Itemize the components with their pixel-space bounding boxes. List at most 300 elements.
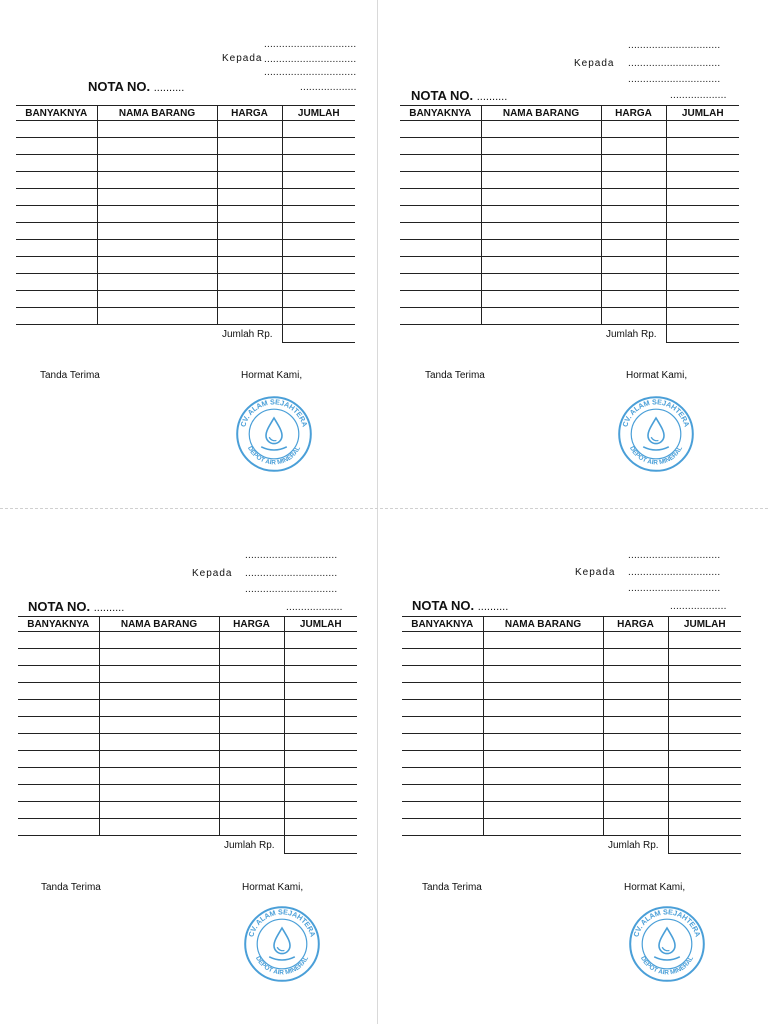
price-cell[interactable] xyxy=(601,155,666,172)
nota-number-dots: .......... xyxy=(477,601,509,613)
qty-cell[interactable] xyxy=(400,206,481,223)
water-drop-icon xyxy=(659,928,675,954)
nota-number xyxy=(28,599,124,614)
table-row xyxy=(402,632,741,649)
price-cell[interactable] xyxy=(603,785,668,802)
vertical-cut-line xyxy=(377,0,378,1024)
item-name-cell[interactable] xyxy=(97,138,217,155)
qty-cell[interactable] xyxy=(402,802,483,819)
amount-cell[interactable] xyxy=(284,751,357,768)
table-row xyxy=(16,189,355,206)
total-label: Jumlah Rp. xyxy=(608,840,659,851)
amount-cell[interactable] xyxy=(666,308,739,325)
item-name-cell[interactable] xyxy=(99,768,219,785)
kepada-label: Kepada xyxy=(574,58,615,69)
recipient-line-1: ............................... xyxy=(264,39,357,50)
amount-cell[interactable] xyxy=(284,734,357,751)
amount-cell[interactable] xyxy=(666,121,739,138)
nota-number-dots: .......... xyxy=(476,91,508,103)
table-row xyxy=(18,802,357,819)
qty-cell[interactable] xyxy=(16,138,97,155)
item-name-cell[interactable] xyxy=(483,751,603,768)
amount-cell[interactable] xyxy=(668,785,741,802)
qty-cell[interactable] xyxy=(400,308,481,325)
price-cell[interactable] xyxy=(217,155,282,172)
table-row xyxy=(400,121,739,138)
qty-cell[interactable] xyxy=(18,768,99,785)
item-name-cell[interactable] xyxy=(483,785,603,802)
price-cell[interactable] xyxy=(219,751,284,768)
recipient-line-1: ............................... xyxy=(245,550,338,561)
item-name-cell[interactable] xyxy=(99,683,219,700)
amount-cell[interactable] xyxy=(666,138,739,155)
item-name-cell[interactable] xyxy=(97,223,217,240)
date-line: ................... xyxy=(300,82,357,93)
item-name-cell[interactable] xyxy=(97,121,217,138)
table-row xyxy=(400,291,739,308)
kepada-label: Kepada xyxy=(575,567,616,578)
amount-cell[interactable] xyxy=(284,700,357,717)
table-row xyxy=(16,257,355,274)
table-row xyxy=(400,189,739,206)
qty-cell[interactable] xyxy=(16,274,97,291)
item-name-cell[interactable] xyxy=(97,274,217,291)
price-cell[interactable] xyxy=(219,802,284,819)
qty-cell[interactable] xyxy=(402,768,483,785)
amount-cell[interactable] xyxy=(668,683,741,700)
table-row xyxy=(16,240,355,257)
item-name-cell[interactable] xyxy=(481,240,601,257)
price-cell[interactable] xyxy=(603,683,668,700)
amount-cell[interactable] xyxy=(284,649,357,666)
item-name-cell[interactable] xyxy=(483,734,603,751)
company-stamp xyxy=(242,904,322,984)
header-banyaknya: BANYAKNYA xyxy=(402,617,483,632)
price-cell[interactable] xyxy=(601,138,666,155)
recipient-line-2: ............................... xyxy=(245,568,338,579)
price-cell[interactable] xyxy=(217,172,282,189)
price-cell[interactable] xyxy=(219,700,284,717)
items-table xyxy=(16,105,355,325)
table-row xyxy=(18,717,357,734)
qty-cell[interactable] xyxy=(18,734,99,751)
stamp-bottom-text: DEPOT AIR MINERAL xyxy=(638,955,695,977)
price-cell[interactable] xyxy=(601,257,666,274)
qty-cell[interactable] xyxy=(400,274,481,291)
nota-number xyxy=(88,79,184,94)
item-name-cell[interactable] xyxy=(99,785,219,802)
item-name-cell[interactable] xyxy=(97,189,217,206)
amount-cell[interactable] xyxy=(282,223,355,240)
amount-cell[interactable] xyxy=(668,802,741,819)
price-cell[interactable] xyxy=(601,172,666,189)
price-cell[interactable] xyxy=(601,240,666,257)
amount-cell[interactable] xyxy=(282,291,355,308)
regards-label: Hormat Kami, xyxy=(241,370,303,381)
table-row xyxy=(400,172,739,189)
amount-cell[interactable] xyxy=(668,700,741,717)
price-cell[interactable] xyxy=(217,138,282,155)
table-row xyxy=(18,632,357,649)
qty-cell[interactable] xyxy=(402,683,483,700)
price-cell[interactable] xyxy=(217,223,282,240)
item-name-cell[interactable] xyxy=(481,189,601,206)
qty-cell[interactable] xyxy=(400,189,481,206)
amount-cell[interactable] xyxy=(282,257,355,274)
qty-cell[interactable] xyxy=(18,632,99,649)
qty-cell[interactable] xyxy=(18,649,99,666)
amount-cell[interactable] xyxy=(666,223,739,240)
amount-cell[interactable] xyxy=(282,155,355,172)
total-label: Jumlah Rp. xyxy=(606,329,657,340)
qty-cell[interactable] xyxy=(400,291,481,308)
price-cell[interactable] xyxy=(219,666,284,683)
kepada-label: Kepada xyxy=(222,53,263,64)
item-name-cell[interactable] xyxy=(483,802,603,819)
table-row xyxy=(400,206,739,223)
item-name-cell[interactable] xyxy=(483,717,603,734)
received-label: Tanda Terima xyxy=(41,882,101,893)
price-cell[interactable] xyxy=(217,189,282,206)
invoice-note-3 xyxy=(0,508,370,1008)
qty-cell[interactable] xyxy=(18,666,99,683)
date-line: ................... xyxy=(670,601,727,612)
table-row xyxy=(16,223,355,240)
amount-cell[interactable] xyxy=(282,240,355,257)
invoice-note-1 xyxy=(0,0,370,500)
qty-cell[interactable] xyxy=(18,785,99,802)
amount-cell[interactable] xyxy=(284,768,357,785)
item-name-cell[interactable] xyxy=(483,649,603,666)
amount-cell[interactable] xyxy=(284,717,357,734)
price-cell[interactable] xyxy=(603,751,668,768)
item-name-cell[interactable] xyxy=(481,308,601,325)
qty-cell[interactable] xyxy=(402,734,483,751)
table-row xyxy=(18,700,357,717)
qty-cell[interactable] xyxy=(402,819,483,836)
table-row xyxy=(402,717,741,734)
amount-cell[interactable] xyxy=(666,240,739,257)
price-cell[interactable] xyxy=(601,189,666,206)
amount-cell[interactable] xyxy=(666,291,739,308)
qty-cell[interactable] xyxy=(16,257,97,274)
price-cell[interactable] xyxy=(601,206,666,223)
table-row xyxy=(400,240,739,257)
price-cell[interactable] xyxy=(219,683,284,700)
price-cell[interactable] xyxy=(603,802,668,819)
header-nama-barang: NAMA BARANG xyxy=(97,106,217,121)
item-name-cell[interactable] xyxy=(483,632,603,649)
price-cell[interactable] xyxy=(603,734,668,751)
regards-label: Hormat Kami, xyxy=(624,882,686,893)
stamp-top-text: CV. ALAM SEJAHTERA xyxy=(246,907,318,938)
item-name-cell[interactable] xyxy=(97,291,217,308)
header-nama-barang: NAMA BARANG xyxy=(99,617,219,632)
table-header-row xyxy=(402,617,741,632)
qty-cell[interactable] xyxy=(16,189,97,206)
table-row xyxy=(18,666,357,683)
regards-label: Hormat Kami, xyxy=(626,370,688,381)
header-harga: HARGA xyxy=(603,617,668,632)
qty-cell[interactable] xyxy=(400,257,481,274)
header-nama-barang: NAMA BARANG xyxy=(483,617,603,632)
qty-cell[interactable] xyxy=(402,751,483,768)
item-name-cell[interactable] xyxy=(99,751,219,768)
amount-cell[interactable] xyxy=(284,666,357,683)
table-row xyxy=(402,683,741,700)
item-name-cell[interactable] xyxy=(481,121,601,138)
item-name-cell[interactable] xyxy=(99,700,219,717)
item-name-cell[interactable] xyxy=(481,257,601,274)
invoice-note-2 xyxy=(384,0,754,500)
amount-cell[interactable] xyxy=(282,189,355,206)
price-cell[interactable] xyxy=(217,206,282,223)
qty-cell[interactable] xyxy=(18,717,99,734)
item-name-cell[interactable] xyxy=(99,819,219,836)
qty-cell[interactable] xyxy=(402,632,483,649)
table-header-row xyxy=(18,617,357,632)
item-name-cell[interactable] xyxy=(99,649,219,666)
table-row xyxy=(16,308,355,325)
water-drop-icon xyxy=(266,418,282,444)
amount-cell[interactable] xyxy=(666,206,739,223)
nota-label: NOTA NO. xyxy=(88,79,151,94)
table-row xyxy=(400,155,739,172)
nota-label: NOTA NO. xyxy=(411,88,474,103)
qty-cell[interactable] xyxy=(400,223,481,240)
item-name-cell[interactable] xyxy=(97,240,217,257)
total-box xyxy=(666,325,739,343)
header-banyaknya: BANYAKNYA xyxy=(400,106,481,121)
price-cell[interactable] xyxy=(219,649,284,666)
amount-cell[interactable] xyxy=(284,785,357,802)
water-drop-icon xyxy=(648,418,664,444)
nota-label: NOTA NO. xyxy=(412,598,475,613)
item-name-cell[interactable] xyxy=(481,138,601,155)
qty-cell[interactable] xyxy=(16,155,97,172)
amount-cell[interactable] xyxy=(666,257,739,274)
price-cell[interactable] xyxy=(603,666,668,683)
header-jumlah: JUMLAH xyxy=(668,617,741,632)
item-name-cell[interactable] xyxy=(99,802,219,819)
qty-cell[interactable] xyxy=(16,121,97,138)
item-name-cell[interactable] xyxy=(483,666,603,683)
price-cell[interactable] xyxy=(601,223,666,240)
price-cell[interactable] xyxy=(603,649,668,666)
qty-cell[interactable] xyxy=(400,138,481,155)
item-name-cell[interactable] xyxy=(481,274,601,291)
item-name-cell[interactable] xyxy=(97,308,217,325)
qty-cell[interactable] xyxy=(16,206,97,223)
table-row xyxy=(402,649,741,666)
nota-label: NOTA NO. xyxy=(28,599,91,614)
amount-cell[interactable] xyxy=(668,819,741,836)
price-cell[interactable] xyxy=(603,700,668,717)
amount-cell[interactable] xyxy=(282,308,355,325)
recipient-line-2: ............................... xyxy=(628,58,721,69)
price-cell[interactable] xyxy=(601,274,666,291)
header-harga: HARGA xyxy=(219,617,284,632)
table-row xyxy=(18,768,357,785)
recipient-line-3: ............................... xyxy=(628,583,721,594)
table-row xyxy=(16,291,355,308)
amount-cell[interactable] xyxy=(668,734,741,751)
date-line: ................... xyxy=(670,90,727,101)
amount-cell[interactable] xyxy=(666,155,739,172)
price-cell[interactable] xyxy=(601,291,666,308)
total-box xyxy=(282,325,355,343)
table-row xyxy=(16,274,355,291)
items-table xyxy=(400,105,739,325)
price-cell[interactable] xyxy=(219,819,284,836)
amount-cell[interactable] xyxy=(284,819,357,836)
item-name-cell[interactable] xyxy=(483,683,603,700)
amount-cell[interactable] xyxy=(282,138,355,155)
nota-number-dots: .......... xyxy=(153,82,185,94)
table-row xyxy=(402,700,741,717)
qty-cell[interactable] xyxy=(400,155,481,172)
qty-cell[interactable] xyxy=(18,819,99,836)
table-row xyxy=(400,308,739,325)
received-label: Tanda Terima xyxy=(422,882,482,893)
qty-cell[interactable] xyxy=(402,666,483,683)
nota-number xyxy=(412,598,508,613)
amount-cell[interactable] xyxy=(282,274,355,291)
price-cell[interactable] xyxy=(601,121,666,138)
price-cell[interactable] xyxy=(603,768,668,785)
amount-cell[interactable] xyxy=(668,632,741,649)
item-name-cell[interactable] xyxy=(99,666,219,683)
header-harga: HARGA xyxy=(601,106,666,121)
total-label: Jumlah Rp. xyxy=(224,840,275,851)
item-name-cell[interactable] xyxy=(99,734,219,751)
stamp-bottom-text: DEPOT AIR MINERAL xyxy=(627,445,684,467)
price-cell[interactable] xyxy=(217,121,282,138)
water-drop-icon xyxy=(274,928,290,954)
table-row xyxy=(402,785,741,802)
item-name-cell[interactable] xyxy=(481,291,601,308)
regards-label: Hormat Kami, xyxy=(242,882,304,893)
price-cell[interactable] xyxy=(219,632,284,649)
price-cell[interactable] xyxy=(603,819,668,836)
price-cell[interactable] xyxy=(219,785,284,802)
recipient-line-3: ............................... xyxy=(245,584,338,595)
qty-cell[interactable] xyxy=(18,751,99,768)
recipient-line-3: ............................... xyxy=(264,67,357,78)
amount-cell[interactable] xyxy=(668,649,741,666)
table-row xyxy=(18,819,357,836)
items-table xyxy=(18,616,357,836)
price-cell[interactable] xyxy=(219,734,284,751)
qty-cell[interactable] xyxy=(16,291,97,308)
qty-cell[interactable] xyxy=(400,240,481,257)
price-cell[interactable] xyxy=(217,274,282,291)
item-name-cell[interactable] xyxy=(481,206,601,223)
amount-cell[interactable] xyxy=(668,666,741,683)
total-label: Jumlah Rp. xyxy=(222,329,273,340)
table-row xyxy=(18,683,357,700)
item-name-cell[interactable] xyxy=(481,155,601,172)
qty-cell[interactable] xyxy=(18,802,99,819)
recipient-line-3: ............................... xyxy=(628,74,721,85)
price-cell[interactable] xyxy=(603,717,668,734)
table-row xyxy=(402,751,741,768)
amount-cell[interactable] xyxy=(666,274,739,291)
amount-cell[interactable] xyxy=(666,189,739,206)
header-nama-barang: NAMA BARANG xyxy=(481,106,601,121)
item-name-cell[interactable] xyxy=(97,257,217,274)
price-cell[interactable] xyxy=(219,768,284,785)
price-cell[interactable] xyxy=(217,308,282,325)
item-name-cell[interactable] xyxy=(97,206,217,223)
company-stamp xyxy=(234,394,314,474)
item-name-cell[interactable] xyxy=(483,819,603,836)
qty-cell[interactable] xyxy=(402,785,483,802)
header-jumlah: JUMLAH xyxy=(284,617,357,632)
qty-cell[interactable] xyxy=(402,649,483,666)
price-cell[interactable] xyxy=(603,632,668,649)
header-banyaknya: BANYAKNYA xyxy=(18,617,99,632)
qty-cell[interactable] xyxy=(16,308,97,325)
price-cell[interactable] xyxy=(217,291,282,308)
company-stamp xyxy=(627,904,707,984)
amount-cell[interactable] xyxy=(668,768,741,785)
qty-cell[interactable] xyxy=(16,240,97,257)
qty-cell[interactable] xyxy=(16,223,97,240)
amount-cell[interactable] xyxy=(666,172,739,189)
item-name-cell[interactable] xyxy=(481,172,601,189)
header-jumlah: JUMLAH xyxy=(666,106,739,121)
table-row xyxy=(400,274,739,291)
price-cell[interactable] xyxy=(601,308,666,325)
qty-cell[interactable] xyxy=(18,700,99,717)
item-name-cell[interactable] xyxy=(99,632,219,649)
items-table xyxy=(402,616,741,836)
price-cell[interactable] xyxy=(217,257,282,274)
amount-cell[interactable] xyxy=(668,717,741,734)
price-cell[interactable] xyxy=(219,717,284,734)
price-cell[interactable] xyxy=(217,240,282,257)
amount-cell[interactable] xyxy=(284,632,357,649)
amount-cell[interactable] xyxy=(668,751,741,768)
table-header-row xyxy=(16,106,355,121)
item-name-cell[interactable] xyxy=(97,172,217,189)
amount-cell[interactable] xyxy=(284,683,357,700)
item-name-cell[interactable] xyxy=(97,155,217,172)
amount-cell[interactable] xyxy=(282,121,355,138)
total-box xyxy=(668,836,741,854)
amount-cell[interactable] xyxy=(284,802,357,819)
item-name-cell[interactable] xyxy=(481,223,601,240)
table-row xyxy=(400,138,739,155)
table-row xyxy=(16,206,355,223)
qty-cell[interactable] xyxy=(402,700,483,717)
qty-cell[interactable] xyxy=(400,172,481,189)
item-name-cell[interactable] xyxy=(483,768,603,785)
qty-cell[interactable] xyxy=(400,121,481,138)
stamp-top-text: CV. ALAM SEJAHTERA xyxy=(238,397,310,428)
item-name-cell[interactable] xyxy=(99,717,219,734)
qty-cell[interactable] xyxy=(16,172,97,189)
qty-cell[interactable] xyxy=(18,683,99,700)
company-stamp xyxy=(616,394,696,474)
qty-cell[interactable] xyxy=(402,717,483,734)
amount-cell[interactable] xyxy=(282,206,355,223)
item-name-cell[interactable] xyxy=(483,700,603,717)
table-row xyxy=(402,768,741,785)
amount-cell[interactable] xyxy=(282,172,355,189)
table-row xyxy=(16,172,355,189)
